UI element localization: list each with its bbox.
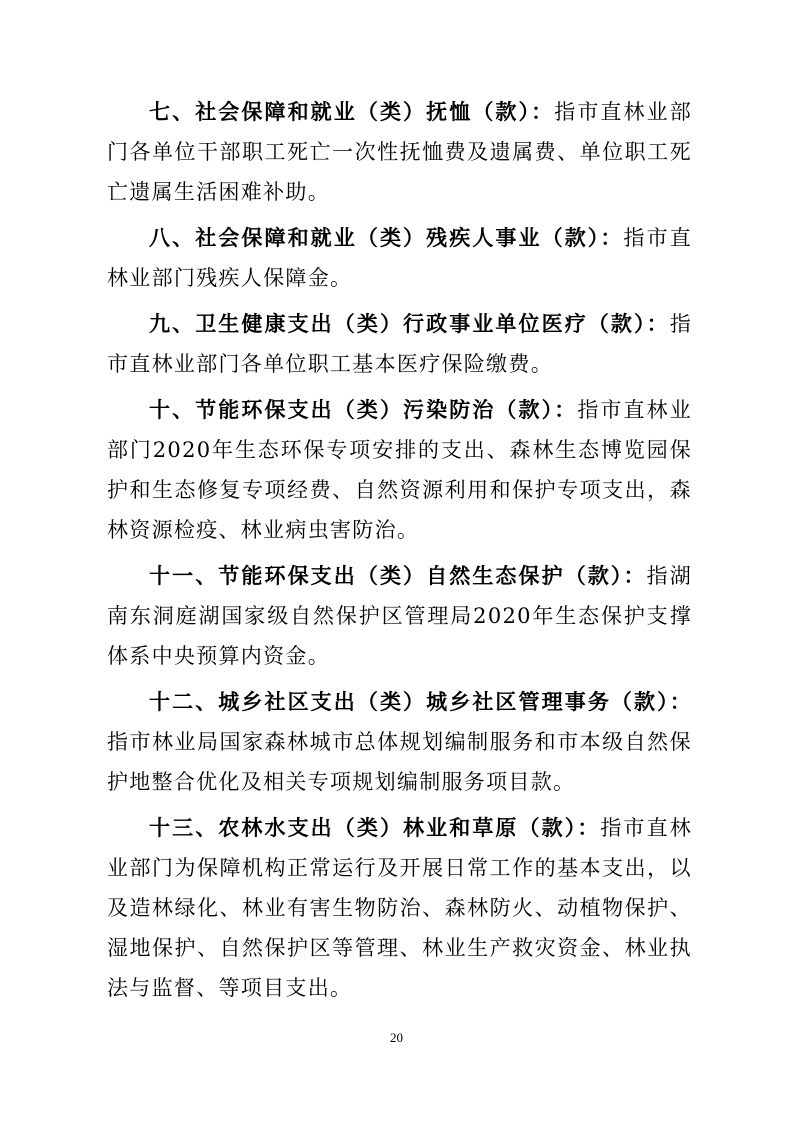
paragraph-10 [107,390,692,550]
paragraph-heading: 七、社会保障和就业（类）抚恤（款）： [149,99,555,124]
paragraph-heading: 十、节能环保支出（类）污染防治（款）： [149,397,578,422]
paragraph-text: 指市直林业部门各单位职工基本医疗保险缴费。 [107,312,692,376]
paragraph-text: 指湖南东洞庭湖国家级自然保护区管理局2020年生态保护支撑体系中央预算内资金。 [107,564,692,668]
paragraph-text: 指市直林业部门残疾人保障金。 [107,226,692,290]
paragraph-heading: 十二、城乡社区支出（类）城乡社区管理事务（款）： [149,689,692,714]
paragraph-text: 指市直林业部门为保障机构正常运行及开展日常工作的基本支出，以及造林绿化、林业有害生物防治、森林防火、动植物保护、湿地保护、自然保护区等管理、林业生产救灾资金、林业执法与监督、等项目支出。 [107,816,693,1000]
paragraph-8 [107,218,692,298]
paragraph-text: 指市林业局国家森林城市总体规划编制服务和市本级自然保护地整合优化及相关专项规划编制服务项目款。 [107,730,692,794]
paragraph-heading: 十一、节能环保支出（类）自然生态保护（款）： [149,563,647,588]
paragraph-heading: 十三、农林水支出（类）林业和草原（款）： [149,815,601,840]
paragraph-text: 指市直林业部门各单位干部职工死亡一次性抚恤费及遗属费、单位职工死亡遗属生活困难补助。 [107,100,692,204]
paragraph-12 [107,682,692,802]
paragraph-13 [107,808,692,1008]
paragraph-7 [107,92,692,212]
paragraph-text: 指市直林业部门2020年生态环保专项安排的支出、森林生态博览园保护和生态修复专项经费、自然资源利用和保护专项支出，森林资源检疫、林业病虫害防治。 [107,398,693,542]
paragraph-11 [107,556,692,676]
document-body [107,92,692,1014]
page-number: 20 [390,1030,403,1045]
paragraph-heading: 八、社会保障和就业（类）残疾人事业（款）： [149,225,624,250]
paragraph-heading: 九、卫生健康支出（类）行政事业单位医疗（款）： [149,311,670,336]
paragraph-9 [107,304,692,384]
